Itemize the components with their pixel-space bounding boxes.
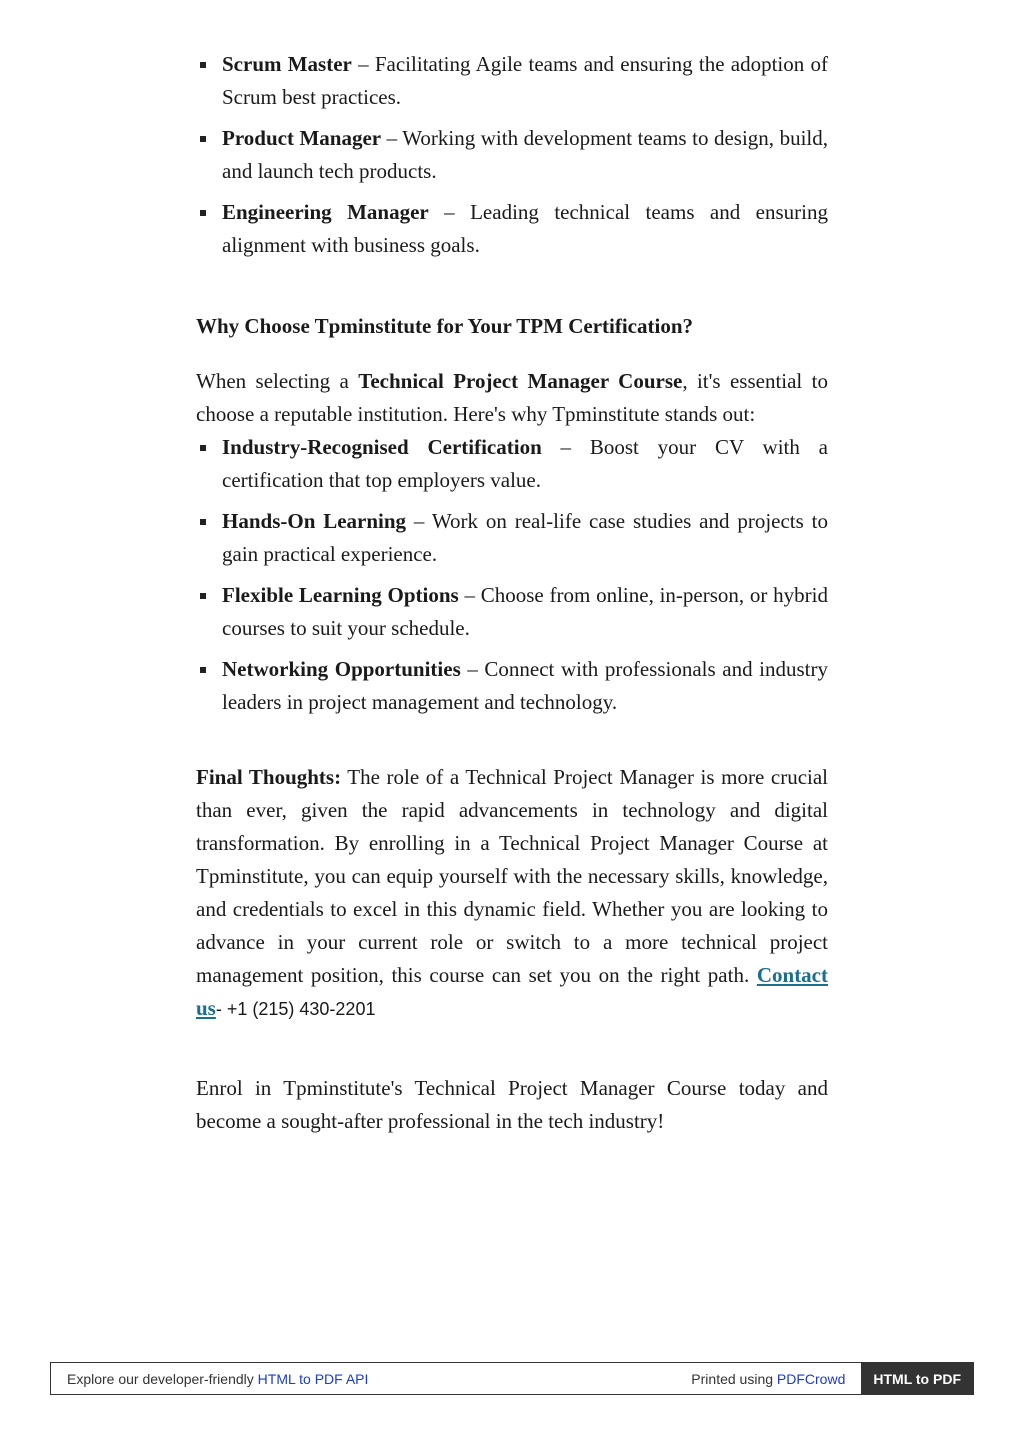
contact-us-link[interactable]: Contact us [196,963,828,1020]
square-bullet-icon [200,593,206,599]
pdf-footer [50,1362,974,1395]
phone-number: - +1 (215) 430-2201 [215,999,376,1019]
footer-printed [691,1371,861,1387]
role-title: Scrum Master [222,52,352,76]
benefit-description: – Work on real-life case studies and projects to gain practical experience. [222,509,828,566]
roles-list [196,48,828,262]
html-to-pdf-badge[interactable]: HTML to PDF [861,1363,973,1394]
pdfcrowd-link[interactable]: PDFCrowd [776,1370,846,1387]
role-description: – Working with development teams to design, build, and launch tech products. [222,126,828,183]
intro-text-end: , it's essential to choose a reputable institution. Here's why Tpminstitute stands out: [196,369,828,426]
intro-bold-text: Technical Project Manager Course [358,369,683,393]
benefits-list [196,431,828,719]
html-to-pdf-api-link[interactable]: HTML to PDF API [257,1370,369,1387]
section-heading: Why Choose Tpminstitute for Your TPM Certification? [196,314,693,338]
list-item [196,431,828,497]
list-item [196,196,828,262]
benefit-title: Industry-Recognised Certification [222,435,542,459]
benefit-title: Hands-On Learning [222,509,407,533]
final-thoughts-text: The role of a Technical Project Manager is more crucial than ever, given the rapid advancements in technology and digital transformation. By enrolling in a Technical Project Manager Course at Tpminstitute, you can equip yourself with the necessary skills, knowledge, and credentials to excel in this dynamic field. Whether you are looking to advance in your current role or switch to a more technical project management position, this course can set you on the right path. [196,765,829,987]
square-bullet-icon [200,445,206,451]
list-item [196,48,828,114]
square-bullet-icon [200,62,206,68]
square-bullet-icon [200,136,206,142]
footer-printed-text: Printed using [691,1370,777,1387]
benefit-title: Networking Opportunities [222,657,461,681]
role-title: Engineering Manager [222,200,429,224]
final-thoughts-paragraph [196,761,828,1026]
document-content [196,48,828,1138]
benefit-description: – Connect with professionals and industry leaders in project management and technology. [222,657,828,714]
final-thoughts-label: Final Thoughts: [196,765,342,789]
role-title: Product Manager [222,126,382,150]
list-item [196,579,828,645]
benefit-title: Flexible Learning Options [222,583,459,607]
role-description: – Leading technical teams and ensuring alignment with business goals. [222,200,828,257]
list-item [196,505,828,571]
benefit-description: – Choose from online, in-person, or hybrid courses to suit your schedule. [222,583,828,640]
intro-text: When selecting a [196,369,359,393]
enrol-paragraph: Enrol in Tpminstitute's Technical Project Manager Course today and become a sought-after professional in the tech industry! [196,1076,828,1133]
list-item [196,122,828,188]
list-item [196,653,828,719]
footer-explore-text: Explore our developer-friendly [67,1370,258,1387]
square-bullet-icon [200,519,206,525]
benefit-description: – Boost your CV with a certification that top employers value. [222,435,828,492]
square-bullet-icon [200,667,206,673]
role-description: – Facilitating Agile teams and ensuring the adoption of Scrum best practices. [222,52,828,109]
intro-paragraph [196,365,828,431]
square-bullet-icon [200,210,206,216]
footer-explore [51,1371,691,1387]
